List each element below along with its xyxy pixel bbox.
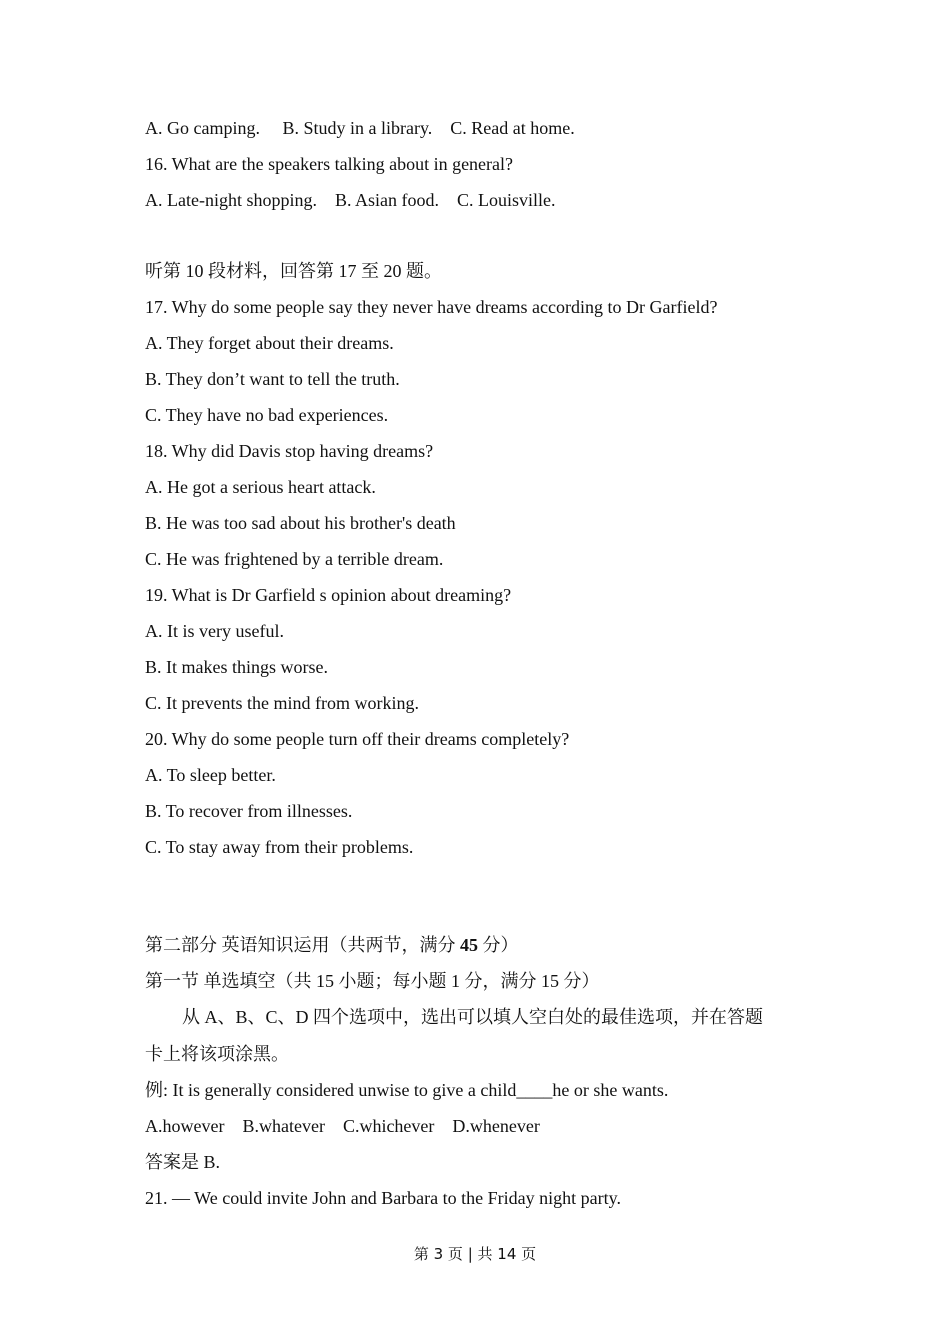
q17-question: 17. Why do some people say they never have dreams according to Dr Garfield? <box>145 297 718 317</box>
q16-question: 16. What are the speakers talking about in general? <box>145 154 514 174</box>
q15-options: A. Go camping. B. Study in a library. C. Read at home. <box>145 118 575 138</box>
q18-option-b: B. He was too sad about his brother's death <box>145 513 456 533</box>
q18-question: 18. Why did Davis stop having dreams? <box>145 441 434 461</box>
example-answer: 答案是 B. <box>145 1152 221 1172</box>
q20-option-c: C. To stay away from their problems. <box>145 837 414 857</box>
q17-option-a: A. They forget about their dreams. <box>145 333 394 353</box>
example-question: 例: It is generally considered unwise to give a child____he or she wants. <box>145 1080 669 1100</box>
q19-question: 19. What is Dr Garfield s opinion about dreaming? <box>145 585 512 605</box>
q19-option-b: B. It makes things worse. <box>145 657 328 677</box>
q16-options: A. Late-night shopping. B. Asian food. C. Louisville. <box>145 190 556 210</box>
q17-option-c: C. They have no bad experiences. <box>145 405 389 425</box>
q20-option-b: B. To recover from illnesses. <box>145 801 353 821</box>
instruction-line-1: 从 A、B、C、D 四个选项中，选出可以填人空白处的最佳选项，并在答题 <box>182 1007 764 1027</box>
page-footer: 第 3 页 | 共 14 页 <box>413 1245 537 1263</box>
q19-option-a: A. It is very useful. <box>145 621 284 641</box>
part-title-score: 45 <box>460 935 478 955</box>
q20-question: 20. Why do some people turn off their dreams completely? <box>145 729 570 749</box>
instruction-line-2: 卡上将该项涂黑。 <box>145 1044 289 1064</box>
q19-option-c: C. It prevents the mind from working. <box>145 693 419 713</box>
q18-option-a: A. He got a serious heart attack. <box>145 477 376 497</box>
section-one-title: 第一节 单选填空（共 15 小题；每小题 1 分，满分 15 分） <box>145 971 600 991</box>
example-options: A.however B.whatever C.whichever D.whenever <box>145 1116 540 1136</box>
part-title-post: 分） <box>478 935 519 955</box>
material10-heading: 听第 10 段材料，回答第 17 至 20 题。 <box>145 261 442 281</box>
q21-question: 21. — We could invite John and Barbara to the Friday night party. <box>145 1188 621 1208</box>
q18-option-c: C. He was frightened by a terrible dream. <box>145 549 444 569</box>
q20-option-a: A. To sleep better. <box>145 765 276 785</box>
q17-option-b: B. They don’t want to tell the truth. <box>145 369 400 389</box>
part-two-title <box>145 934 519 956</box>
part-title-pre: 第二部分 英语知识运用（共两节，满分 <box>145 935 460 955</box>
